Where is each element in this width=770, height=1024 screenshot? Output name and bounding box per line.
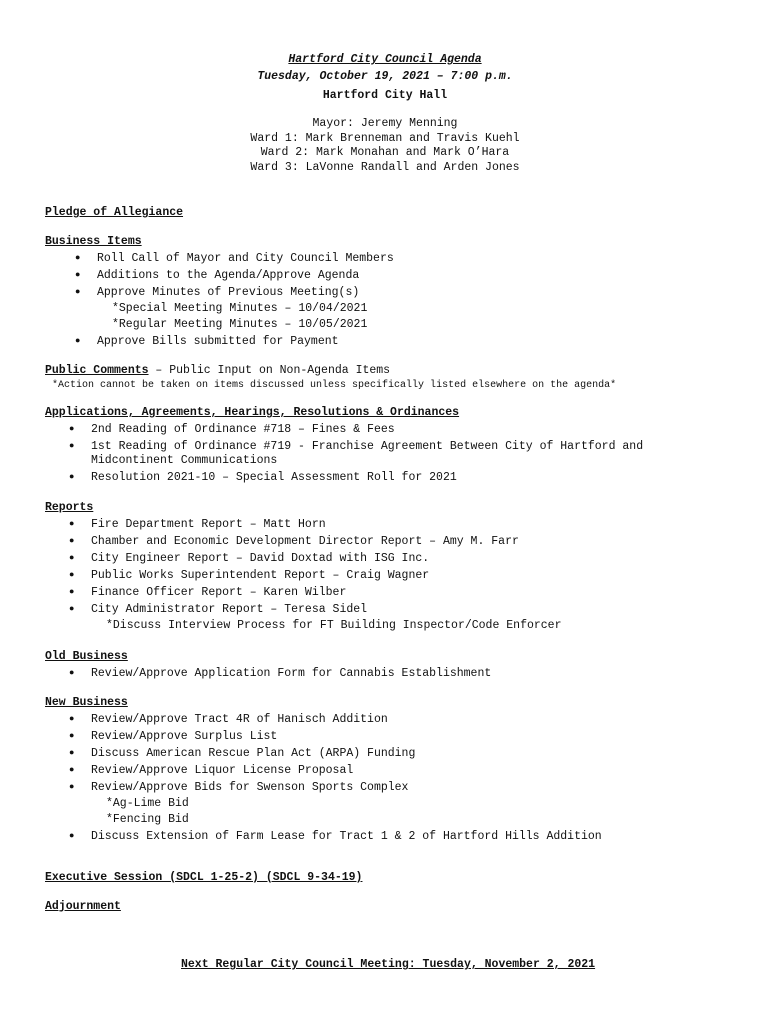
- bullet-icon: ●: [69, 519, 75, 529]
- bullet-icon: ●: [75, 253, 81, 263]
- sub-item: *Regular Meeting Minutes – 10/05/2021: [112, 318, 368, 331]
- bullet-icon: ●: [69, 765, 75, 775]
- public-comments-note: *Action cannot be taken on items discussed unless specifically listed elsewhere on the agenda*: [52, 380, 617, 391]
- list-item: ● Discuss American Rescue Plan Act (ARPA) Funding: [69, 747, 416, 760]
- sub-item: *Discuss Interview Process for FT Building Inspector/Code Enforcer: [106, 619, 562, 632]
- public-comments-section: [45, 363, 740, 392]
- list-item: ● Review/Approve Surplus List: [69, 730, 278, 743]
- bullet-icon: ●: [69, 553, 75, 563]
- list-item: ● Review/Approve Tract 4R of Hanisch Addition: [69, 713, 388, 726]
- bullet-icon: ●: [69, 570, 75, 580]
- list-item: ● 1st Reading of Ordinance #719 - Franchise Agreement Between City of Hartford and: [69, 440, 644, 453]
- list-item: ● Roll Call of Mayor and City Council Members: [75, 252, 394, 265]
- business-items-heading: Business Items: [45, 235, 142, 248]
- bullet-icon: ●: [69, 587, 75, 597]
- sub-item: *Fencing Bid: [106, 813, 189, 826]
- list-item: ● Review/Approve Application Form for Cannabis Establishment: [69, 667, 492, 680]
- bullet-icon: ●: [69, 424, 75, 434]
- next-meeting-footer: Next Regular City Council Meeting: Tuesday, November 2, 2021: [181, 958, 596, 971]
- council-members: [0, 117, 770, 175]
- bullet-icon: ●: [69, 714, 75, 724]
- list-item: ● City Administrator Report – Teresa Sidel: [69, 603, 368, 616]
- list-item: ● Additions to the Agenda/Approve Agenda: [75, 269, 360, 282]
- new-business-section: [45, 695, 740, 845]
- list-item: ● Chamber and Economic Development Director Report – Amy M. Farr: [69, 535, 519, 548]
- business-items-section: [45, 234, 740, 350]
- bullet-icon: ●: [75, 336, 81, 346]
- executive-session-section: [45, 870, 740, 886]
- ward-1-line: Ward 1: Mark Brenneman and Travis Kuehl: [250, 131, 520, 145]
- list-item: ● Resolution 2021-10 – Special Assessment Roll for 2021: [69, 471, 457, 484]
- continuation-line: Midcontinent Communications: [91, 454, 278, 467]
- public-comments-desc: – Public Input on Non-Agenda Items: [148, 364, 391, 377]
- mayor-line: Mayor: Jeremy Menning: [312, 117, 458, 130]
- bullet-icon: ●: [69, 748, 75, 758]
- list-item: ● Review/Approve Liquor License Proposal: [69, 764, 354, 777]
- ward-2-line: Ward 2: Mark Monahan and Mark O’Hara: [260, 146, 510, 159]
- bullet-icon: ●: [75, 270, 81, 280]
- bullet-icon: ●: [69, 536, 75, 546]
- list-item: ● Finance Officer Report – Karen Wilber: [69, 586, 347, 599]
- bullet-icon: ●: [75, 287, 81, 297]
- list-item: ● Fire Department Report – Matt Horn: [69, 518, 326, 531]
- applications-section: [45, 405, 740, 486]
- bullet-icon: ●: [69, 604, 75, 614]
- sub-item: *Ag-Lime Bid: [106, 797, 189, 810]
- list-item: ● Approve Minutes of Previous Meeting(s): [75, 286, 360, 299]
- old-business-heading: Old Business: [45, 650, 128, 663]
- new-business-heading: New Business: [45, 696, 128, 709]
- sub-item: *Special Meeting Minutes – 10/04/2021: [112, 302, 368, 315]
- reports-section: [45, 500, 740, 634]
- meeting-date: Tuesday, October 19, 2021 – 7:00 p.m.: [257, 70, 513, 83]
- meeting-location: Hartford City Hall: [322, 89, 448, 102]
- executive-session-heading: Executive Session (SDCL 1-25-2) (SDCL 9-34-19): [45, 871, 363, 884]
- applications-heading: Applications, Agreements, Hearings, Resolutions & Ordinances: [45, 406, 460, 419]
- bullet-icon: ●: [69, 731, 75, 741]
- pledge-section: [45, 205, 740, 221]
- old-business-section: [45, 649, 740, 682]
- ward-3-line: Ward 3: LaVonne Randall and Arden Jones: [250, 160, 520, 174]
- adjournment-section: [45, 899, 740, 915]
- pledge-heading: Pledge of Allegiance: [45, 206, 184, 219]
- list-item: ● 2nd Reading of Ordinance #718 – Fines & Fees: [69, 423, 395, 436]
- adjournment-heading: Adjournment: [45, 900, 121, 913]
- bullet-icon: ●: [69, 668, 75, 678]
- list-item: ● Public Works Superintendent Report – Craig Wagner: [69, 569, 430, 582]
- list-item: ● Discuss Extension of Farm Lease for Tract 1 & 2 of Hartford Hills Addition: [69, 830, 602, 843]
- public-comments-heading: Public Comments: [45, 364, 149, 377]
- list-item: ● Approve Bills submitted for Payment: [75, 335, 339, 348]
- list-item: ● City Engineer Report – David Doxtad with ISG Inc.: [69, 552, 430, 565]
- list-item: ● Review/Approve Bids for Swenson Sports Complex: [69, 781, 409, 794]
- bullet-icon: ●: [69, 472, 75, 482]
- agenda-title: Hartford City Council Agenda: [288, 53, 482, 66]
- bullet-icon: ●: [69, 831, 75, 841]
- reports-heading: Reports: [45, 501, 94, 514]
- bullet-icon: ●: [69, 782, 75, 792]
- bullet-icon: ●: [69, 441, 75, 451]
